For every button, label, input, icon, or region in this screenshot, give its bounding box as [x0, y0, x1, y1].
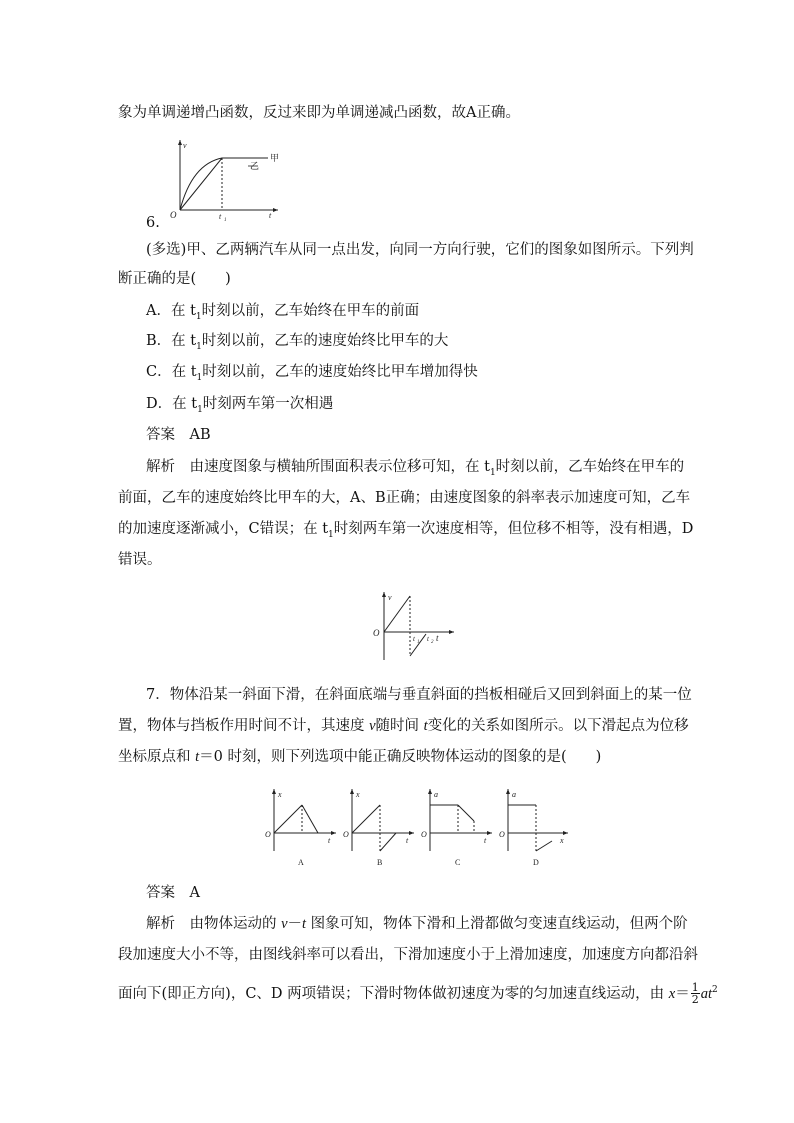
q7-an1-t: t	[302, 916, 307, 932]
q7-answer	[146, 883, 706, 903]
q7-graph-b-y: x	[356, 790, 360, 799]
q7-stem2-t: t	[423, 718, 428, 734]
q6-option-a-sub: 1	[195, 311, 202, 322]
q7-analysis-line3	[118, 980, 718, 1007]
q7-stem2-c: 变化的关系如图所示。以下滑起点为位移	[427, 718, 689, 734]
q6-fig-t1-sub: 1	[224, 218, 227, 223]
q6-fig-t-label: t	[269, 211, 272, 220]
q7-graph-c-x: t	[484, 836, 487, 845]
q6-option-b	[146, 331, 706, 357]
q6-option-c-post: 时刻以前，乙车的速度始终比甲车增加得快	[202, 364, 478, 380]
q6-fig-t1: t	[219, 212, 222, 221]
q6-option-c	[146, 362, 706, 388]
q7-stem2-v: v	[369, 718, 376, 734]
q7-graph-a-letter: A	[298, 858, 304, 867]
q6-answer-value: AB	[189, 427, 211, 443]
q7-graph-c-o: O	[421, 830, 427, 839]
q7-stem3-t: t	[195, 749, 200, 765]
q6-answer-label: 答案	[146, 427, 175, 443]
q6-stem-line2: 断正确的是( )	[118, 271, 231, 287]
q7-fig-t2-sub: 2	[431, 640, 434, 645]
q6-fig-yi-label: 乙	[250, 161, 260, 171]
q7-stem2-a: 置，物体与挡板作用时间不计，其速度	[118, 718, 370, 734]
q7-graph-c-letter: C	[455, 858, 461, 867]
q7-stem3-a: 坐标原点和	[118, 749, 196, 765]
q7-fig-t1-sub: 1	[417, 640, 420, 645]
q6-option-a-post: 时刻以前，乙车始终在甲车的前面	[201, 303, 420, 319]
q7-graph-d-y: a	[512, 790, 516, 799]
q7-an3-x: x	[668, 985, 676, 1002]
q7-answer-value: A	[189, 885, 200, 901]
q7-analysis-line1	[146, 914, 706, 934]
q7-graph-d-o: O	[499, 830, 505, 839]
q7-an1-a: 由物体运动的	[189, 916, 282, 932]
q6-fig-jia-label: 甲	[270, 153, 280, 163]
q7-graph-a-y: x	[278, 790, 282, 799]
q7-an3-eq: ＝	[675, 985, 690, 1002]
q7-graph-b	[343, 789, 414, 867]
q6-number: 6.	[146, 215, 160, 231]
q7-an3-at: at	[700, 985, 712, 1002]
q7-an1-dash: －	[287, 916, 303, 932]
q6-analysis-line2: 前面，乙车的速度始终比甲车的大，A、B正确；由速度图象的斜率表示加速度可知，乙车	[118, 490, 691, 506]
q7-an1-v: v	[281, 916, 288, 932]
q7-graph-d-letter: D	[533, 858, 539, 867]
q6-velocity-graph	[166, 136, 286, 223]
q7-fig-origin: O	[373, 628, 380, 638]
q6-analysis-l3-post: 时刻两车第一次速度相等，但位移不相等，没有相遇，D	[333, 521, 694, 537]
q6-analysis-label: 解析	[146, 459, 175, 475]
q6-option-b-post: 时刻以前，乙车的速度始终比甲车的大	[201, 333, 449, 349]
q7-analysis-line2: 段加速度大小不等，由图线斜率可以看出，下滑加速度小于上滑加速度，加速度方向都沿斜	[118, 947, 698, 963]
q7-graph-d	[499, 789, 568, 867]
q6-analysis-line3	[118, 519, 694, 545]
q6-option-d-sub: 1	[197, 404, 203, 415]
q7-stem-line2	[118, 716, 689, 736]
q6-fig-v-label: v	[183, 141, 187, 150]
q6-stem-line1: (多选)甲、乙两辆汽车从同一点出发，向同一方向行驶，它们的图象如图所示。下列判	[146, 242, 694, 258]
q7-an3-fraction	[691, 982, 700, 1005]
q7-graph-c-y: a	[434, 790, 438, 799]
q6-analysis-l3-sub: 1	[328, 529, 334, 540]
q7-graph-b-o: O	[343, 830, 349, 839]
q6-analysis-line4: 错误。	[118, 552, 162, 568]
q6-option-a-pre: A．在 t	[146, 303, 196, 319]
q7-graph-b-x: t	[406, 836, 409, 845]
q7-stem2-b: 随时间	[375, 718, 424, 734]
q6-option-c-pre: C．在 t	[146, 364, 197, 380]
q6-option-b-pre: B．在 t	[146, 333, 197, 349]
q6-analysis-l3-pre: 的加速度逐渐减小，C错误；在 t	[118, 521, 329, 537]
q6-option-a	[146, 301, 706, 327]
q6-option-c-sub: 1	[196, 372, 203, 383]
q7-fig-t-label: t	[436, 633, 439, 643]
q7-an3-num: 1	[691, 981, 699, 995]
q6-fig-origin: O	[170, 210, 177, 220]
q7-stem-line1: 7．物体沿某一斜面下滑，在斜面底端与垂直斜面的挡板相碰后又回到斜面上的某一位	[146, 687, 692, 703]
q7-analysis-label: 解析	[146, 916, 175, 932]
q6-analysis-l1-post: 时刻以前，乙车始终在甲车的	[495, 459, 685, 475]
q6-analysis-l1-pre: 由速度图象与横轴所围面积表示位移可知，在 t	[189, 459, 490, 475]
q6-option-d-post: 时刻两车第一次相遇	[202, 396, 334, 412]
q7-options-graphs	[262, 785, 572, 869]
q7-graph-c	[421, 789, 492, 867]
q7-velocity-graph	[370, 590, 460, 664]
q7-stem3-b: ＝0 时刻，则下列选项中能正确反映物体运动的图象的是( )	[199, 749, 602, 765]
q7-stem-line3	[118, 747, 678, 767]
q7-graph-d-x: x	[560, 836, 564, 845]
q7-fig-t1: t	[413, 635, 415, 643]
q7-graph-a-x: t	[328, 836, 331, 845]
q6-option-b-sub: 1	[196, 341, 202, 352]
q7-an3-a: 面向下(即正方向)，C、D 两项错误；下滑时物体做初速度为零的匀加速直线运动，由	[118, 985, 669, 1002]
q7-answer-label: 答案	[146, 885, 175, 901]
q7-an3-sup: 2	[711, 985, 718, 995]
intro-text: 象为单调递增凸函数，反过来即为单调递减凸函数，故A正确。	[118, 105, 520, 121]
q7-graph-a	[265, 789, 336, 867]
q6-answer	[146, 425, 706, 445]
q6-option-d	[146, 394, 706, 420]
q7-an3-den: 2	[691, 993, 699, 1007]
q7-graph-b-letter: B	[377, 858, 383, 867]
q7-fig-t2: t	[427, 635, 429, 643]
q6-analysis-line1	[146, 457, 706, 483]
q7-fig-v-label: v	[388, 593, 392, 602]
q7-graph-a-o: O	[265, 830, 271, 839]
q6-option-d-pre: D．在 t	[146, 396, 198, 412]
q7-an1-b: 图象可知，物体下滑和上滑都做匀变速直线运动，但两个阶	[306, 916, 688, 932]
q6-analysis-l1-sub: 1	[489, 467, 496, 478]
